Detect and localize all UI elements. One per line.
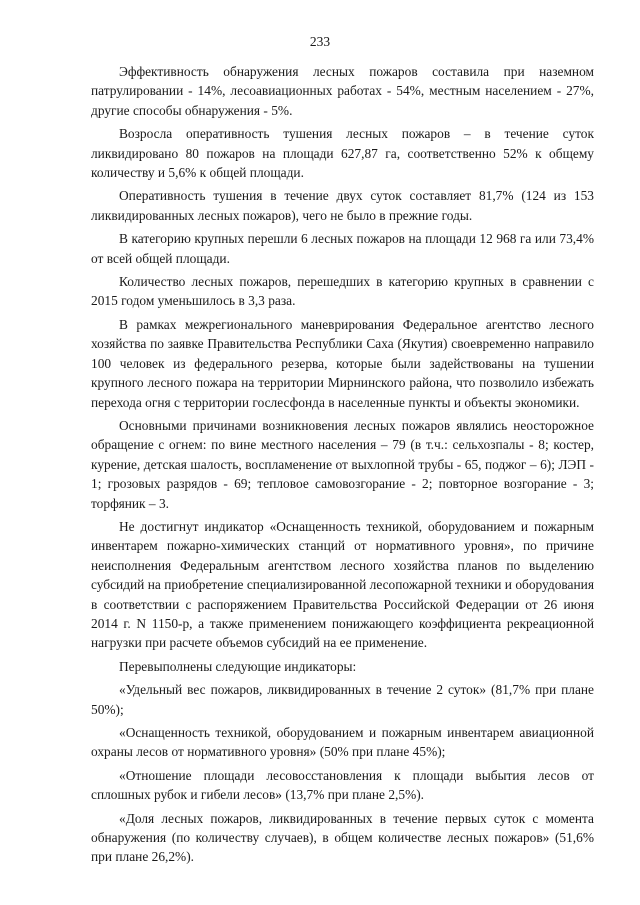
paragraph-suppression-speed: Возросла оперативность тушения лесных пожаров – в течение суток ликвидировано 80 пожаров на площади 627,87 га, соответственно 52% к общему количеству и 5,6% к общей площади. [91, 126, 594, 181]
paragraph-indicator-2-day-share: «Удельный вес пожаров, ликвидированных в течение 2 суток» (81,7% при плане 50%); [91, 682, 594, 717]
paragraph-interregional-maneuvering: В рамках межрегионального маневрирования Федеральное агентство лесного хозяйства по заявке Правительства Республики Саха (Якутия) своевременно направило 100 человек из федерального резерва, которые были задействованы на тушении крупного лесного пожара на территории Мирнинского района, что позволило избежать перехода огня с территории гослесфонда в населенные пункты и объекты экономики. [91, 316, 594, 410]
paragraph-indicator-reforestation: «Отношение площади лесовосстановления к площади выбытия лесов от сплошных рубок и гибели лесов» (13,7% при плане 2,5%). [91, 767, 594, 803]
paragraph-indicator-first-day-share: «Доля лесных пожаров, ликвидированных в течение первых суток с момента обнаружения (по количеству случаев), в общем количестве лесных пожаров» (51,6% при плане 26,2%). [91, 810, 594, 865]
document-body [91, 62, 594, 871]
paragraph-fire-causes: Основными причинами возникновения лесных пожаров являлись неосторожное обращение с огнем: по вине местного населения – 79 (в т.ч.: сельхозпалы - 8; костер, курение, детская шалость, воспламенение от выхлопной трубы - 65, поджог – 6); ЛЭП - 1; грозовых разрядов - 69; тепловое самовозгорание - 2; повторное возгорание - 3; торфяник – 3. [91, 417, 594, 511]
paragraph-large-fires: В категорию крупных перешли 6 лесных пожаров на площади 12 968 га или 73,4% от всей общей площади. [91, 231, 594, 266]
paragraph-overachieved-heading: Перевыполнены следующие индикаторы: [119, 658, 357, 674]
paragraph-two-day-suppression: Оперативность тушения в течение двух суток составляет 81,7% (124 из 153 ликвидированных лесных пожаров), чего не было в прежние годы. [91, 188, 594, 223]
paragraph-indicator-not-achieved: Не достигнут индикатор «Оснащенность техникой, оборудованием и пожарным инвентарем пожарно-химических станций от нормативного уровня», по причине неисполнения Федеральным агентством лесного хозяйства планов по выделению субсидий на приобретение специализированной лесопожарной техники и оборудования в соответствии с распоряжением Правительства Российской Федерации от 26 июня 2014 г. N 1150-р, а также применением понижающего коэффициента рекреационной нагрузки при расчете объемов субсидий на ее применение. [91, 518, 594, 651]
paragraph-detection-efficiency: Эффективность обнаружения лесных пожаров составила при наземном патрулировании - 14%, лесоавиационных работах - 54%, местным населением - 27%, другие способы обнаружения - 5%. [91, 64, 594, 118]
paragraph-indicator-aviation-equipment: «Оснащенность техникой, оборудованием и пожарным инвентарем авиационной охраны лесов от нормативного уровня» (50% при плане 45%); [91, 725, 594, 760]
paragraph-large-fires-decrease: Количество лесных пожаров, перешедших в категорию крупных в сравнении с 2015 годом уменьшилось в 3,3 раза. [91, 274, 594, 309]
page-number: 233 [309, 34, 331, 49]
